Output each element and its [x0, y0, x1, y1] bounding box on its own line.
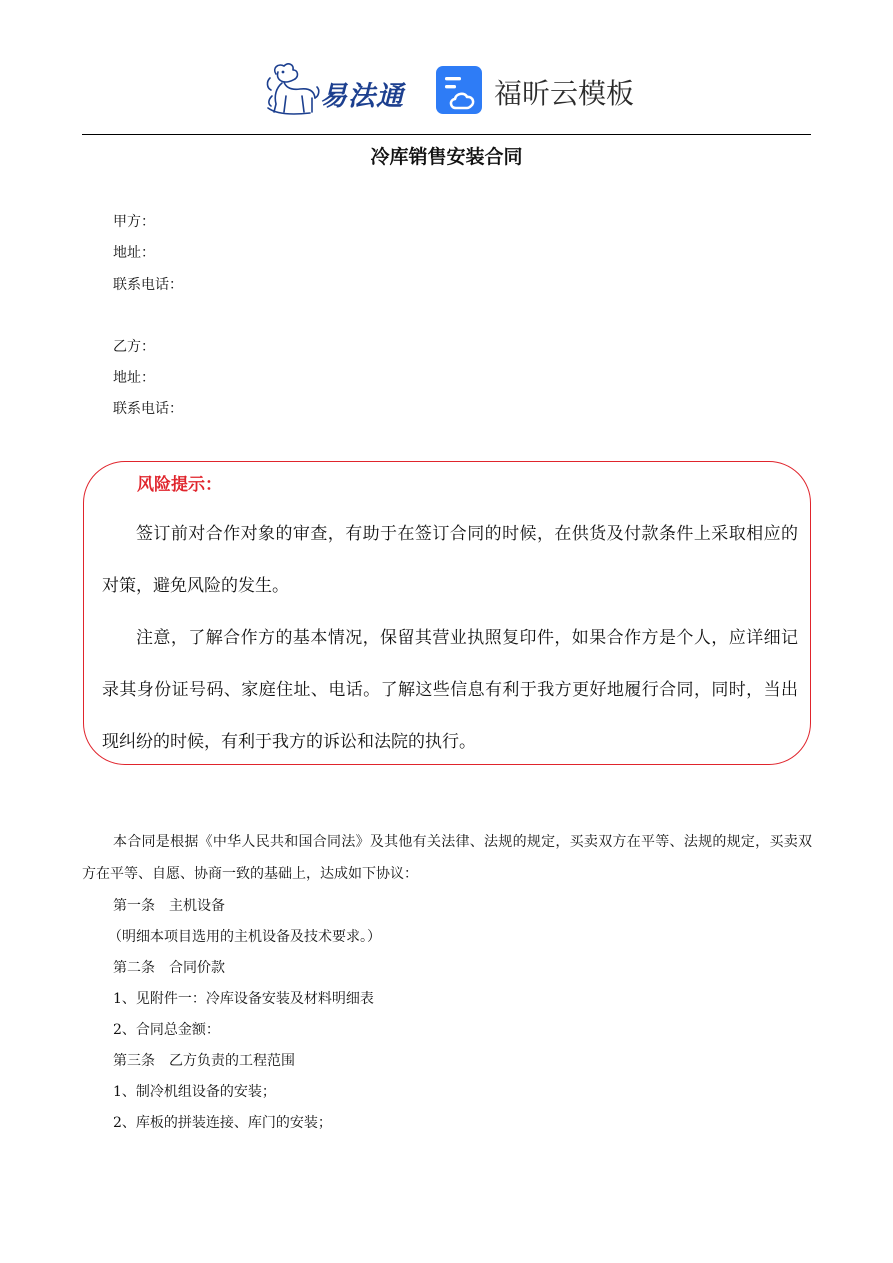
clause-1-heading: 第一条 主机设备 [113, 898, 225, 914]
clause-3-item-2: 2、库板的拼装连接、库门的安装； [113, 1115, 332, 1131]
contract-intro-paragraph: 本合同是根据《中华人民共和国合同法》及其他有关法律、法规的规定，买卖双方在平等、法规的规定，买卖双方在平等、自愿、协商一致的基础上，达成如下协议： [82, 834, 812, 882]
party-b-address-label: 地址： [113, 370, 155, 386]
foxit-cloud-template-logo [436, 66, 636, 120]
risk-notice-paragraph-1: 签订前对合作对象的审查，有助于在签订合同的时候，在供货及付款条件上采取相应的对策，避免风险的发生。 [102, 524, 798, 596]
clause-2-heading: 第二条 合同价款 [113, 960, 225, 976]
foxit-cloud-logo-text: 福昕云模板 [494, 77, 635, 110]
clause-2-item-1: 1、见附件一：冷库设备安装及材料明细表 [113, 991, 374, 1007]
party-b-phone-label: 联系电话： [113, 401, 183, 417]
risk-notice-paragraph-2: 注意，了解合作方的基本情况，保留其营业执照复印件，如果合作方是个人，应详细记录其身份证号码、家庭住址、电话。了解这些信息有利于我方更好地履行合同，同时，当出现纠纷的时候，有利于我方的诉讼和法院的执行。 [102, 628, 798, 752]
party-a-address-label: 地址： [113, 245, 155, 261]
party-b-name-label: 乙方： [113, 339, 155, 355]
party-a-name-label: 甲方： [113, 214, 155, 230]
foxit-cloud-icon [436, 66, 484, 116]
header-divider [82, 134, 811, 135]
clause-3-item-1: 1、制冷机组设备的安装； [113, 1084, 276, 1100]
lion-logo-icon [262, 60, 322, 118]
yifatong-logo [262, 60, 414, 120]
document-title: 冷库销售安装合同 [370, 146, 523, 168]
clause-1-note: （明细本项目选用的主机设备及技术要求。） [108, 929, 381, 945]
yifatong-logo-text: 易法通 [320, 81, 404, 112]
risk-notice-heading: 风险提示： [137, 475, 222, 495]
clause-3-heading: 第三条 乙方负责的工程范围 [113, 1053, 295, 1069]
clause-2-item-2: 2、合同总金额： [113, 1022, 220, 1038]
risk-notice-body [102, 508, 798, 768]
page-header [0, 56, 893, 126]
party-a-phone-label: 联系电话： [113, 277, 183, 293]
